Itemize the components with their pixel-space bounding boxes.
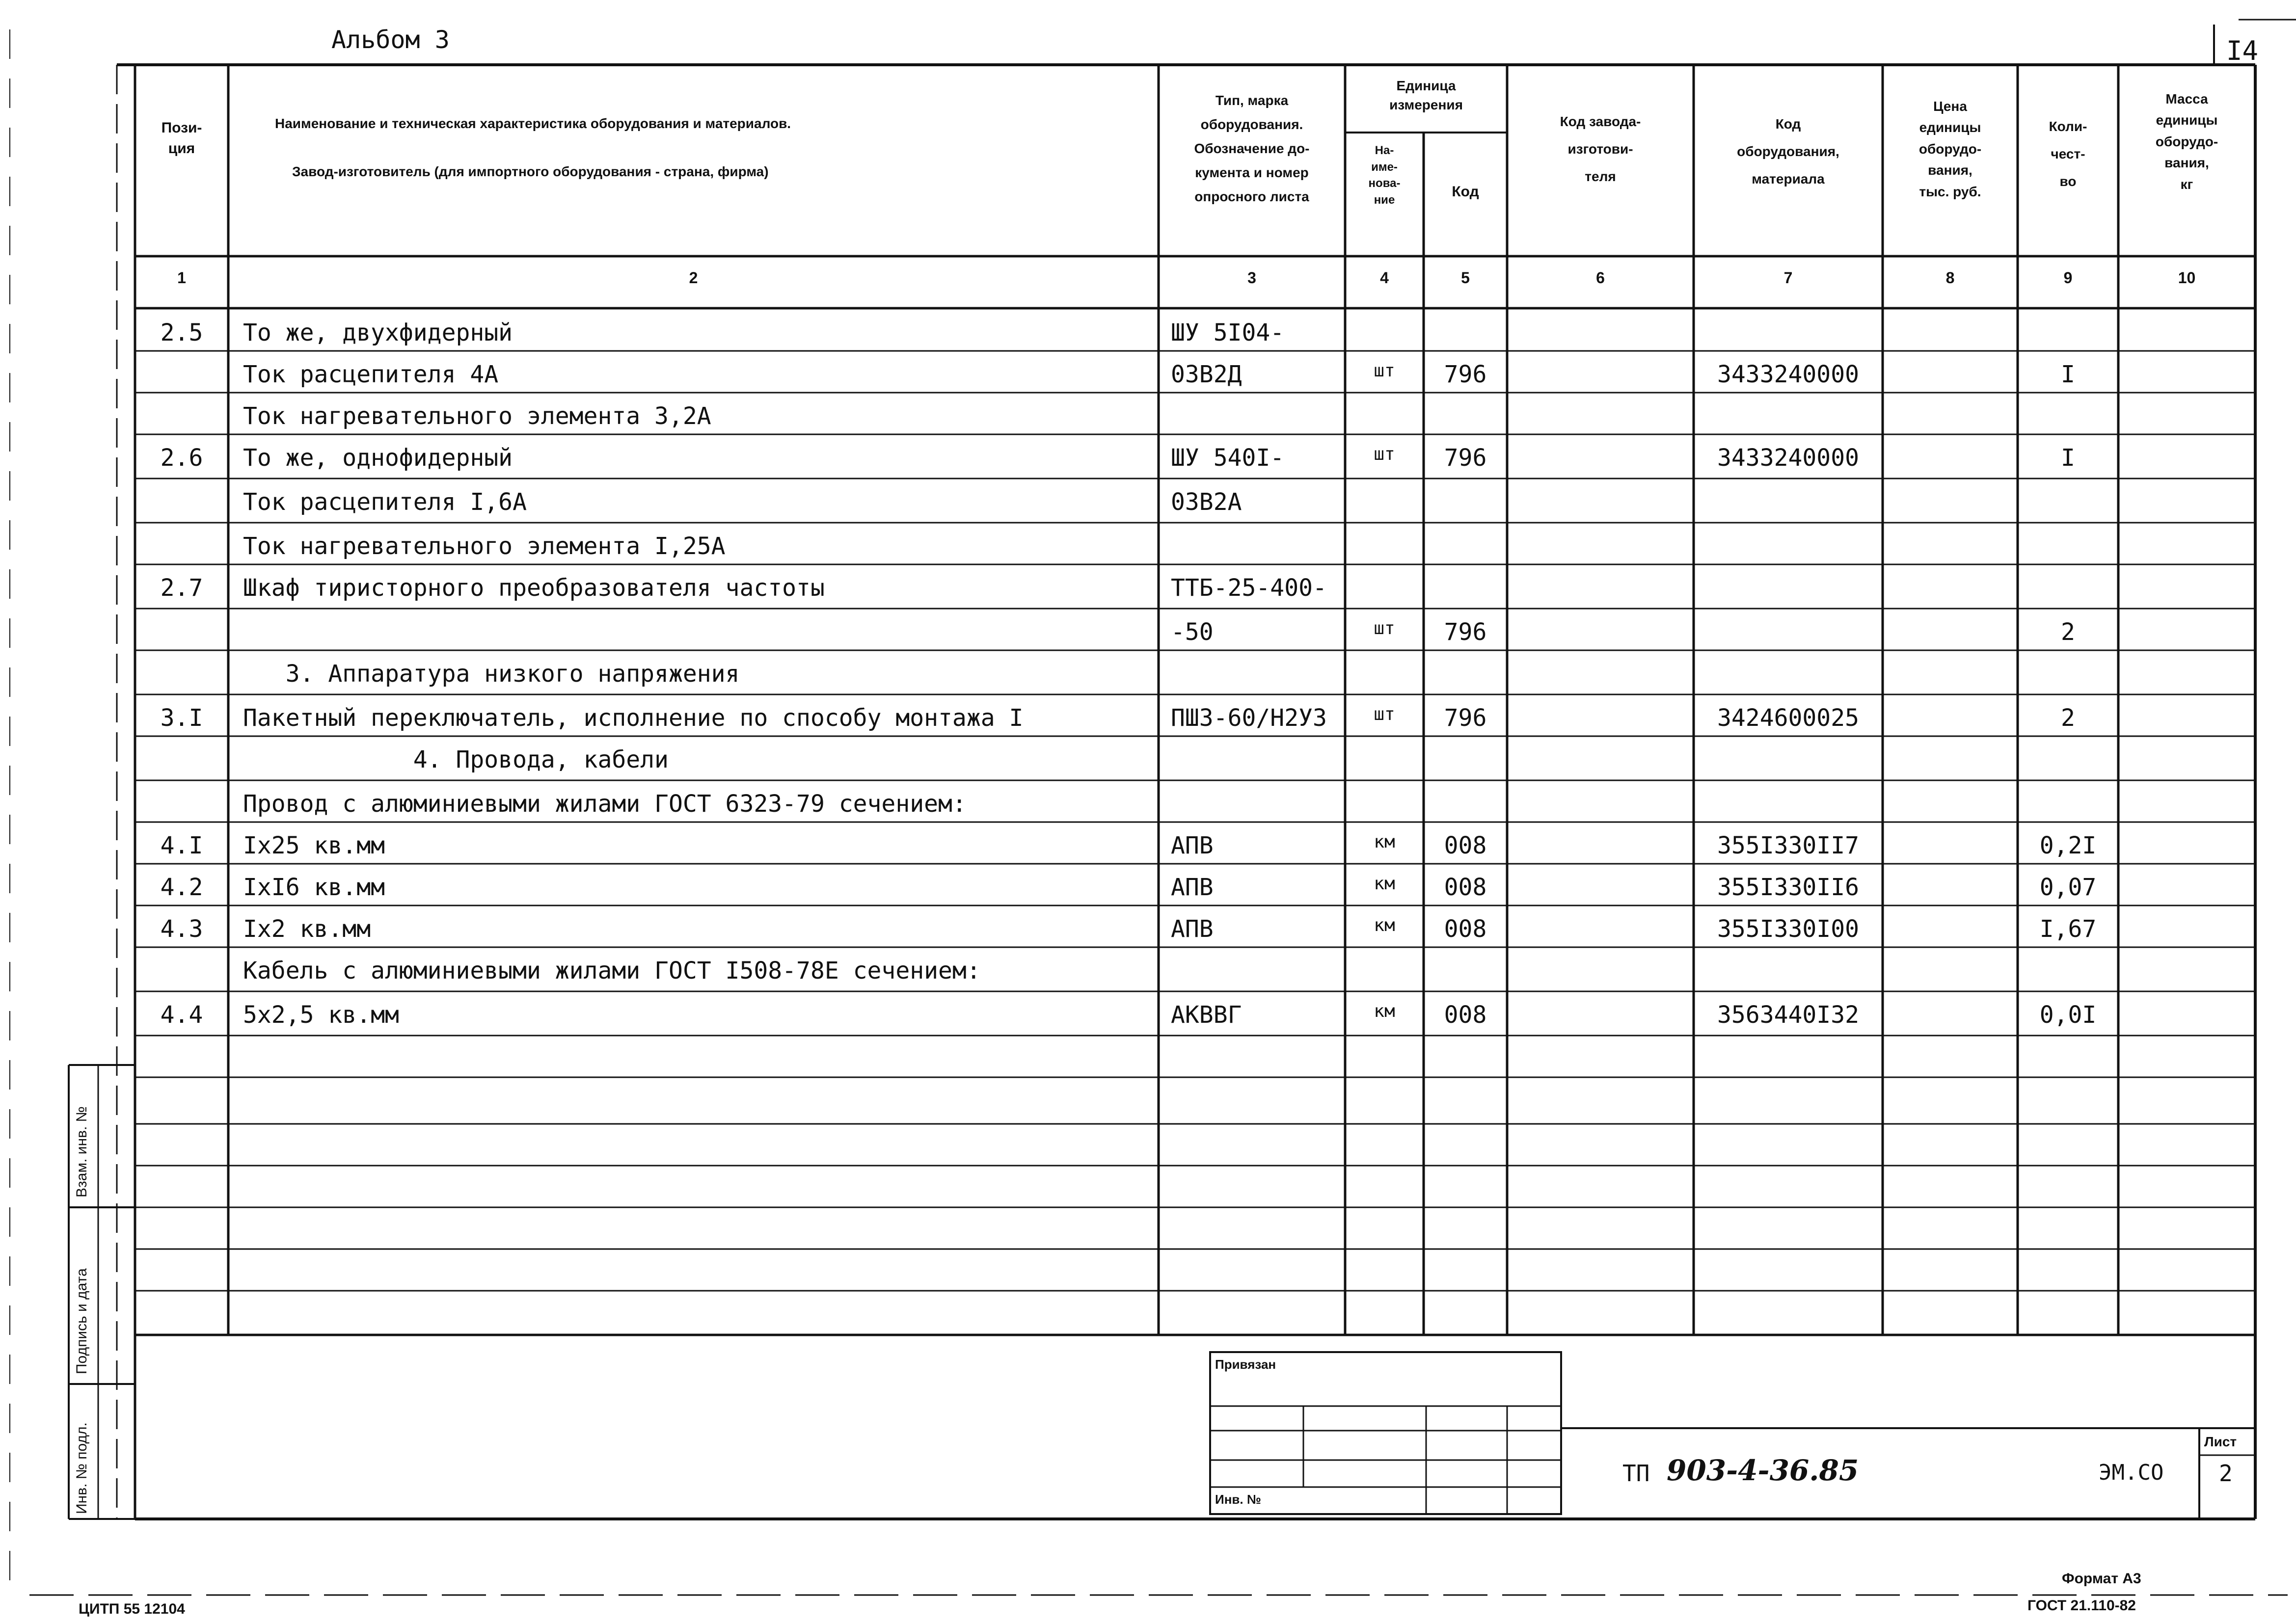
- col-number: 6: [1596, 269, 1605, 287]
- row-material-code: 3424600025: [1717, 704, 1859, 732]
- col-number: 2: [689, 269, 698, 287]
- row-unit-code: 796: [1444, 361, 1487, 388]
- row-position: 2.5: [160, 319, 203, 346]
- row-quantity: 0,2I: [2039, 832, 2097, 859]
- header-name-line2: Завод-изготовитель (для импортного оборудования - страна, фирма): [292, 164, 769, 179]
- row-material-code: 3433240000: [1717, 444, 1859, 472]
- row-unit: шт: [1374, 361, 1395, 381]
- side-label-signature-date: Подпись и дата: [74, 1268, 90, 1374]
- row-position: 4.I: [160, 832, 203, 859]
- col-number: 1: [177, 269, 186, 287]
- row-quantity: I: [2061, 361, 2075, 388]
- row-material-code: 355I330I00: [1717, 915, 1859, 943]
- col-number: 5: [1461, 269, 1470, 287]
- row-type: ПШ3-60/Н2У3: [1171, 704, 1327, 732]
- page-number: I4: [2226, 35, 2259, 66]
- header-name-line1: Наименование и техническая характеристика оборудования и материалов.: [275, 116, 791, 131]
- header-factory-code: Код завода- изготови- теля: [1560, 114, 1641, 184]
- row-unit: км: [1374, 915, 1395, 935]
- album-title: Альбом 3: [331, 26, 450, 54]
- row-name: То же, однофидерный: [243, 444, 513, 472]
- col-number: 4: [1380, 269, 1389, 287]
- side-label-original-inv: Инв. № подл.: [74, 1422, 90, 1514]
- row-unit-code: 008: [1444, 874, 1487, 901]
- col-number: 8: [1945, 269, 1955, 287]
- header-type: Тип, марка оборудования. Обозначение до- кумента и номер опросного листа: [1194, 93, 1310, 204]
- row-unit: км: [1374, 832, 1395, 852]
- header-unit-name: На- име- нова- ние: [1368, 144, 1401, 207]
- row-quantity: 0,07: [2039, 874, 2097, 901]
- header-position: Пози- ция: [161, 120, 202, 157]
- header-mass: Масса единицы оборудо- вания, кг: [2155, 91, 2218, 192]
- sheet-code: ЭМ.СО: [2099, 1460, 2164, 1485]
- row-position: 4.2: [160, 874, 203, 901]
- row-name: Ток расцепителя 4А: [243, 361, 499, 388]
- row-name: IхI6 кв.мм: [243, 874, 385, 901]
- col-number: 7: [1783, 269, 1793, 287]
- row-type: АПВ: [1171, 832, 1214, 859]
- row-quantity: 2: [2061, 618, 2075, 646]
- row-position: 2.6: [160, 444, 203, 472]
- row-name: 5х2,5 кв.мм: [243, 1001, 399, 1029]
- row-position: 4.4: [160, 1001, 203, 1029]
- row-name: То же, двухфидерный: [243, 319, 513, 346]
- row-material-code: 3563440I32: [1717, 1001, 1859, 1029]
- row-position: 2.7: [160, 574, 203, 602]
- row-unit: км: [1374, 1001, 1395, 1021]
- row-name: 4. Провода, кабели: [243, 746, 669, 773]
- row-name: 3. Аппаратура низкого напряжения: [243, 660, 740, 688]
- col-number: 9: [2063, 269, 2073, 287]
- doc-prefix: ТП: [1622, 1460, 1650, 1487]
- sheet-label: Лист: [2204, 1434, 2237, 1449]
- row-quantity: I,67: [2039, 915, 2097, 943]
- row-name: Кабель с алюминиевыми жилами ГОСТ I508-78Е сечением:: [243, 957, 981, 984]
- row-material-code: 355I330II7: [1717, 832, 1859, 859]
- row-unit: шт: [1374, 704, 1395, 724]
- row-unit-code: 796: [1444, 704, 1487, 732]
- stamp-privyazan: Привязан: [1215, 1357, 1276, 1372]
- row-material-code: 3433240000: [1717, 361, 1859, 388]
- sheet-number: 2: [2219, 1460, 2233, 1487]
- row-name: Iх25 кв.мм: [243, 832, 385, 859]
- row-name: Ток нагревательного элемента I,25А: [243, 532, 726, 560]
- stamp-inv-no: Инв. №: [1215, 1492, 1261, 1507]
- footer-gost: ГОСТ 21.110-82: [2027, 1597, 2136, 1614]
- row-type: АПВ: [1171, 915, 1214, 943]
- row-unit-code: 796: [1444, 444, 1487, 472]
- row-name: Ток нагревательного элемента 3,2А: [243, 402, 711, 430]
- row-name: Iх2 кв.мм: [243, 915, 371, 943]
- header-quantity: Коли- чест- во: [2049, 119, 2087, 189]
- side-label-replaced-inv: Взам. инв. №: [74, 1106, 90, 1197]
- row-quantity: 0,0I: [2039, 1001, 2097, 1029]
- row-name: Пакетный переключатель, исполнение по способу монтажа I: [243, 704, 1024, 732]
- row-type: ШУ 540I-: [1171, 444, 1285, 472]
- col-number: 3: [1247, 269, 1256, 287]
- doc-number: 903-4-36.85: [1667, 1454, 1859, 1487]
- header-unit-code: Код: [1452, 184, 1479, 200]
- row-material-code: 355I330II6: [1717, 874, 1859, 901]
- header-unit: Единица измерения: [1389, 78, 1463, 113]
- row-type: АПВ: [1171, 874, 1214, 901]
- col-number: 10: [2178, 269, 2196, 287]
- footer-format: Формат А3: [2062, 1570, 2141, 1587]
- row-quantity: 2: [2061, 704, 2075, 732]
- row-type: 03В2Д: [1171, 361, 1242, 388]
- row-position: 3.I: [160, 704, 203, 732]
- header-price: Цена единицы оборудо- вания, тыс. руб.: [1918, 99, 1982, 199]
- row-unit: шт: [1374, 444, 1395, 464]
- header-material-code: Код оборудования, материала: [1737, 116, 1839, 186]
- row-name: Шкаф тиристорного преобразователя частоты: [243, 574, 825, 602]
- row-type: -50: [1171, 618, 1214, 646]
- row-quantity: I: [2061, 444, 2075, 472]
- row-unit-code: 008: [1444, 832, 1487, 859]
- row-name: Ток расцепителя I,6А: [243, 488, 527, 516]
- row-type: ТТБ-25-400-: [1171, 574, 1327, 602]
- row-unit: шт: [1374, 618, 1395, 639]
- row-type: АКВВГ: [1171, 1001, 1242, 1029]
- row-type: 03В2А: [1171, 488, 1242, 516]
- row-position: 4.3: [160, 915, 203, 943]
- row-unit-code: 008: [1444, 1001, 1487, 1029]
- footer-tsitp: ЦИТП 55 12104: [79, 1601, 185, 1617]
- row-unit-code: 008: [1444, 915, 1487, 943]
- row-unit: км: [1374, 874, 1395, 894]
- row-unit-code: 796: [1444, 618, 1487, 646]
- row-name: Провод с алюминиевыми жилами ГОСТ 6323-79 сечением:: [243, 790, 967, 818]
- row-type: ШУ 5I04-: [1171, 319, 1285, 346]
